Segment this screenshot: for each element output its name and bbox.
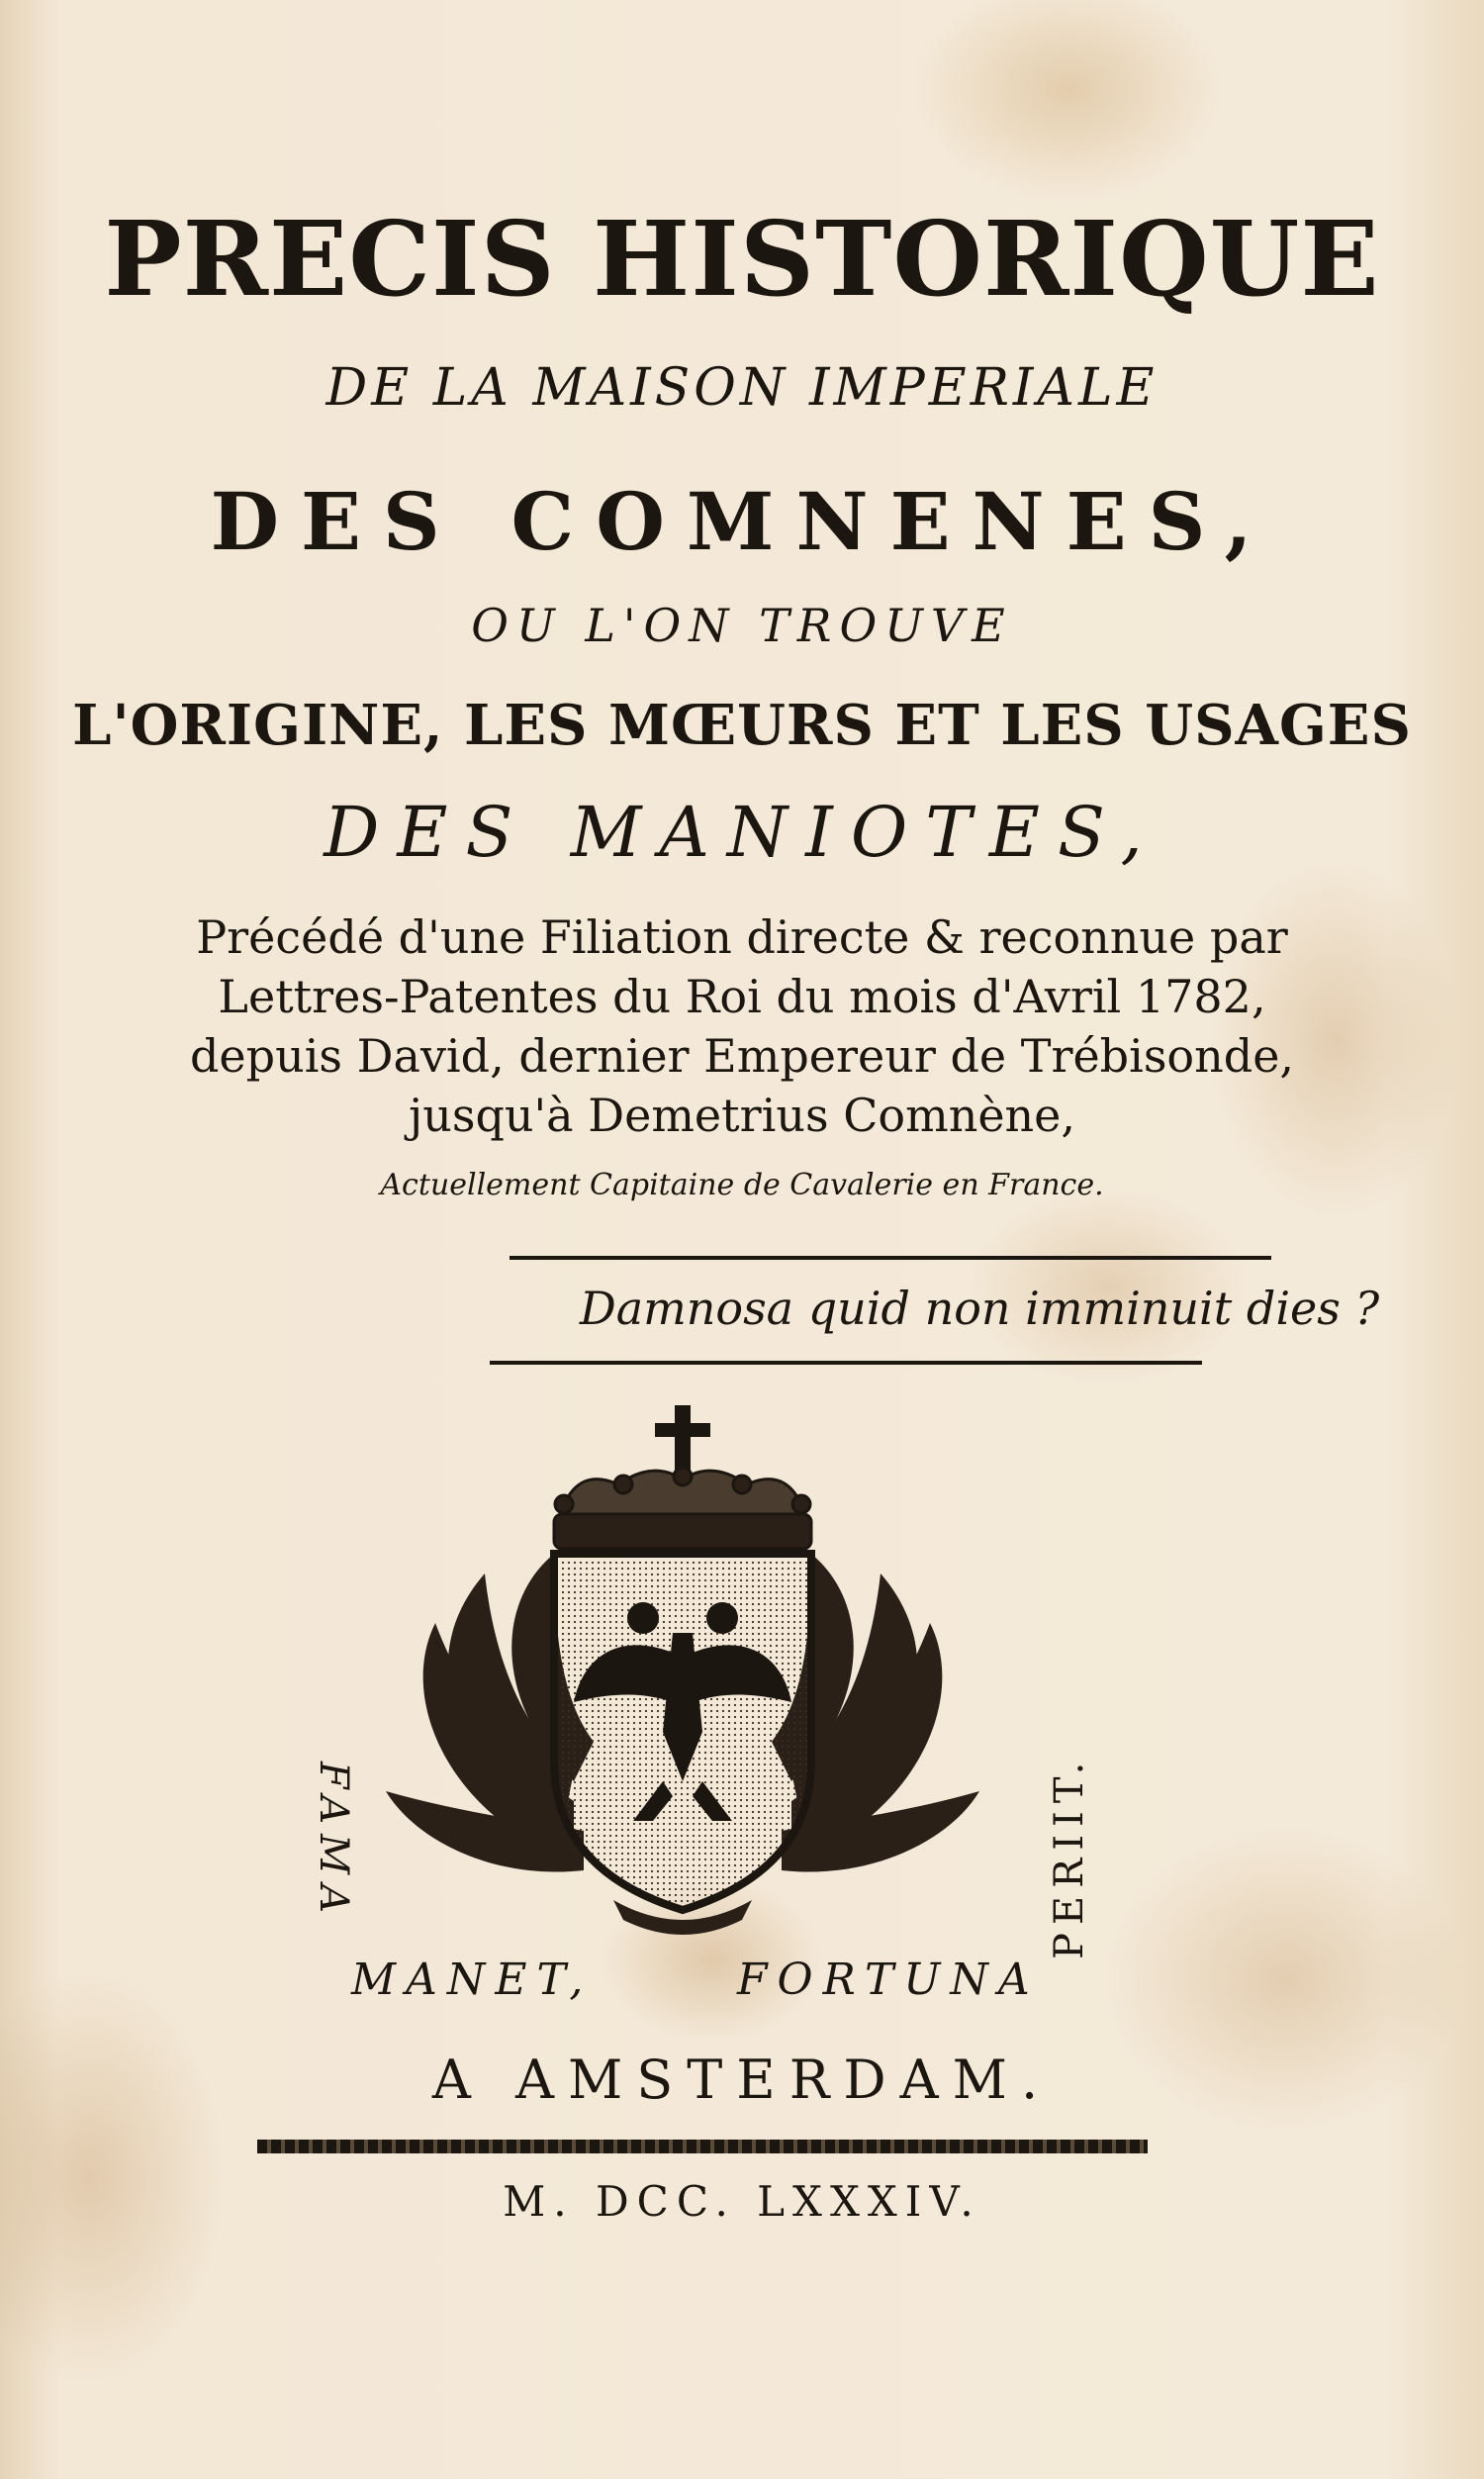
epigraph: Damnosa quid non imminuit dies ?	[579, 1282, 1380, 1335]
publication-date: M. DCC. LXXXIV.	[503, 2177, 981, 2226]
title-line-6: DES MANIOTES,	[324, 792, 1160, 873]
title-line-5: L'ORIGINE, LES MŒURS ET LES USAGES	[72, 693, 1412, 758]
emblem-motto-bottom-right: FORTUNA	[737, 1955, 1040, 2005]
emblem-motto-bottom-left: MANET,	[351, 1955, 594, 2005]
title-line-1: PRECIS HISTORIQUE	[104, 198, 1380, 320]
imprint-place: A AMSTERDAM.	[431, 2049, 1053, 2111]
title-line-2: DE LA MAISON IMPERIALE	[325, 358, 1159, 418]
subtitle-line-3: depuis David, dernier Empereur de Trébisonde,	[189, 1029, 1295, 1083]
subtitle-line-5: Actuellement Capitaine de Cavalerie en France.	[380, 1168, 1104, 1202]
subtitle-line-4: jusqu'à Demetrius Comnène,	[408, 1089, 1076, 1142]
subtitle-line-1: Précédé d'une Filiation directe & reconnue par	[196, 910, 1288, 964]
emblem-motto-right: PERIIT.	[1047, 1754, 1092, 1959]
title-line-3: DES COMNENES,	[210, 475, 1274, 568]
ornamental-rule	[257, 2140, 1148, 2153]
coat-of-arms-emblem	[376, 1405, 989, 1959]
subtitle-line-2: Lettres-Patentes du Roi du mois d'Avril 1782,	[218, 970, 1266, 1023]
cross-icon	[655, 1405, 710, 1475]
rule-bottom	[490, 1361, 1202, 1365]
emblem-motto-left: FAMA	[311, 1762, 356, 1924]
title-line-4: OU L'ON TROUVE	[471, 599, 1013, 652]
rule-top	[510, 1256, 1271, 1260]
crown-icon	[554, 1468, 811, 1549]
